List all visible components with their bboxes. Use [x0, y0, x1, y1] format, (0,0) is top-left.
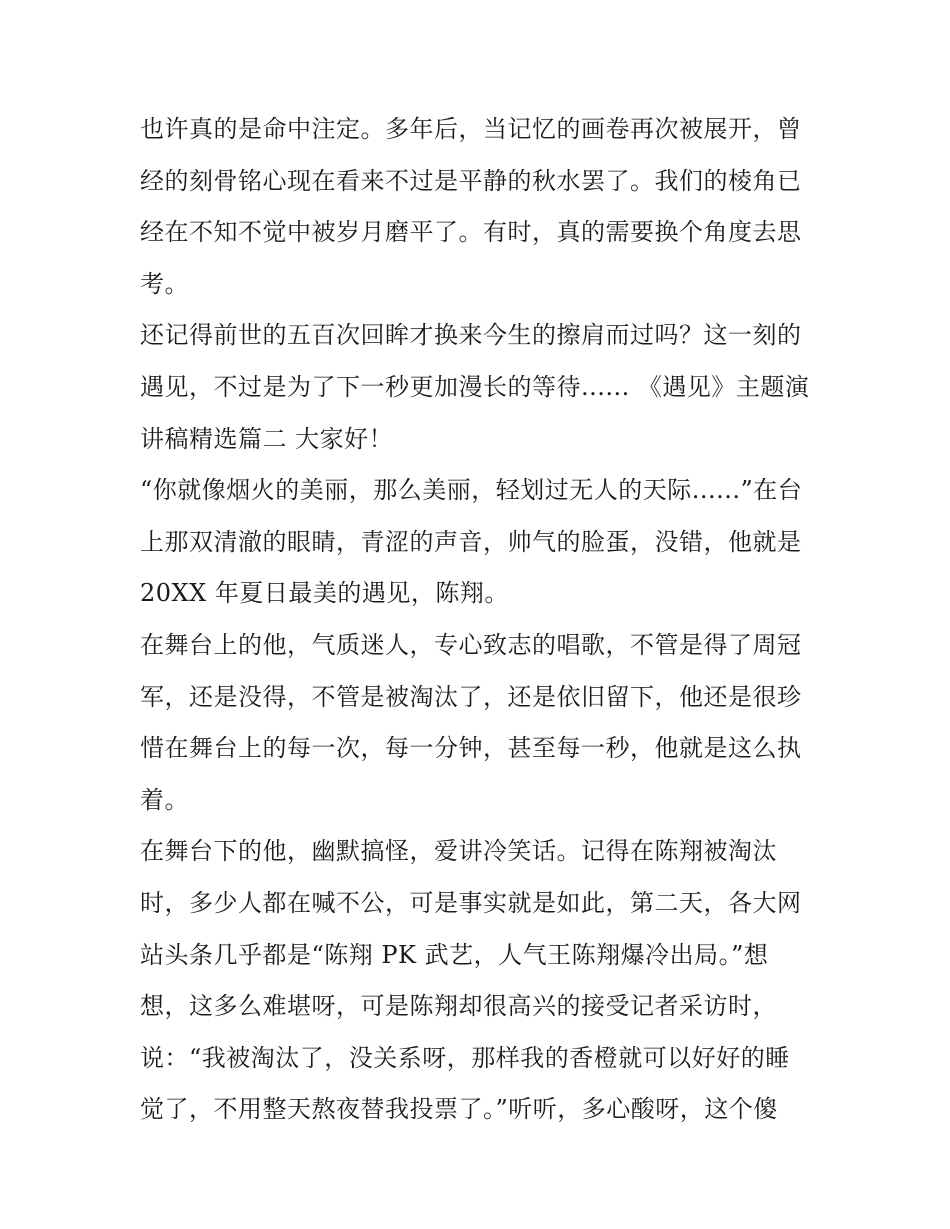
text-line: 着。 — [140, 785, 189, 814]
text-line: 想，这多么难堪呀，可是陈翔却很高兴的接受记者采访时， — [140, 992, 777, 1021]
text-line: 觉了，不用整天熬夜替我投票了。”听听，多心酸呀，这个傻 — [140, 1095, 778, 1124]
text-line: 说：“我被淘汰了，没关系呀，那样我的香橙就可以好好的睡 — [140, 1043, 790, 1072]
text-line: 20XX 年夏日最美的遇见，陈翔。 — [140, 579, 509, 608]
text-line: 站头条几乎都是“陈翔 PK 武艺，人气王陈翔爆冷出局。”想 — [140, 940, 769, 969]
text-line: 也许真的是命中注定。多年后，当记忆的画卷再次被展开，曾 — [140, 115, 802, 143]
document-body — [140, 104, 812, 1136]
text-line: 惜在舞台上的每一次，每一分钟，甚至每一秒，他就是这么执 — [140, 734, 802, 763]
text-line: “你就像烟火的美丽，那么美丽，轻划过无人的天际......”在台 — [140, 476, 803, 505]
text-line: 还记得前世的五百次回眸才换来今生的擦肩而过吗？这一刻的 — [140, 321, 802, 350]
text-line: 遇见，不过是为了下一秒更加漫长的等待...... 《遇见》主题演 — [140, 372, 810, 401]
text-line: 经在不知不觉中被岁月磨平了。有时，真的需要换个角度去思 — [140, 218, 802, 247]
text-line: 军，还是没得，不管是被淘汰了，还是依旧留下，他还是很珍 — [140, 682, 802, 711]
text-line: 时，多少人都在喊不公，可是事实就是如此，第二天，各大网 — [140, 888, 802, 917]
text-line: 上那双清澈的眼睛，青涩的声音，帅气的脸蛋，没错，他就是 — [140, 527, 802, 556]
text-line: 在舞台上的他，气质迷人，专心致志的唱歌，不管是得了周冠 — [140, 630, 802, 659]
text-line: 考。 — [140, 269, 189, 298]
text-line: 经的刻骨铭心现在看来不过是平静的秋水罢了。我们的棱角已 — [140, 166, 802, 195]
text-line: 讲稿精选篇二 大家好！ — [140, 424, 394, 453]
text-line: 在舞台下的他，幽默搞怪，爱讲冷笑话。记得在陈翔被淘汰 — [140, 837, 777, 866]
